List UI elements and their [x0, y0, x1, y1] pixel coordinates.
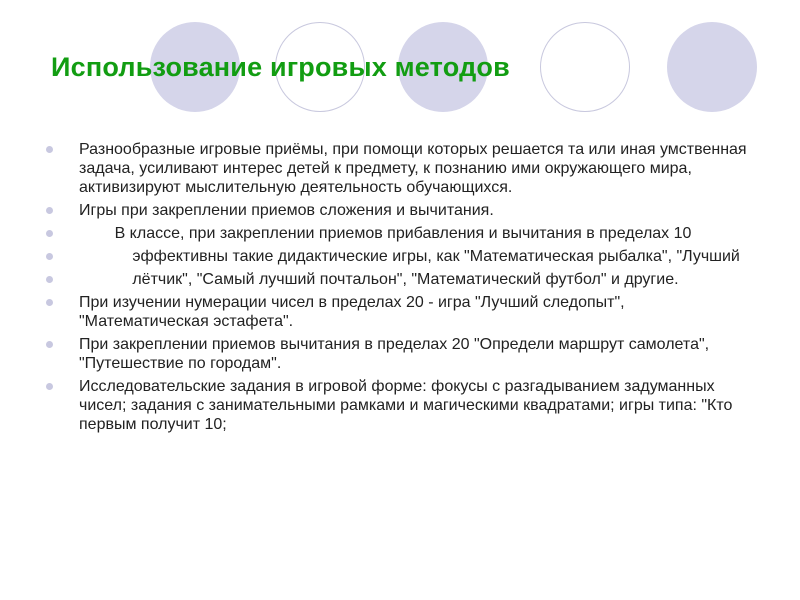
bullet-dot-icon [46, 146, 53, 153]
bullet-text: Исследовательские задания в игровой форме: фокусы с разгадыванием задуманных чисел; задания с занимательными рамками и магическими квадратами; игры типа: "Кто первым получит 10; [79, 378, 737, 433]
decorative-circle [667, 22, 757, 112]
bullet-dot-icon [46, 276, 53, 283]
bullet-item [44, 335, 756, 373]
bullet-text: эффективны такие дидактические игры, как "Математическая рыбалка", "Лучший [79, 248, 740, 265]
bullet-text: При изучении нумерации чисел в пределах 20 - игра "Лучший следопыт", "Математическая эстафета". [79, 294, 630, 330]
bullet-dot-icon [46, 230, 53, 237]
bullet-item [44, 270, 756, 289]
bullet-dot-icon [46, 253, 53, 260]
bullet-dot-icon [46, 207, 53, 214]
decorative-circle-outline [540, 22, 630, 112]
bullet-dot-icon [46, 299, 53, 306]
bullet-dot-icon [46, 383, 53, 390]
bullet-item [44, 377, 756, 434]
bullet-list [44, 140, 756, 438]
bullet-text: лётчик", "Самый лучший почтальон", "Математический футбол" и другие. [79, 271, 679, 288]
bullet-item [44, 140, 756, 197]
bullet-item [44, 201, 756, 220]
bullet-text: Разнообразные игровые приёмы, при помощи которых решается та или иная умственная задача, усиливают интерес детей к предмету, к познанию ими окружающего мира, активизируют мыслительную деятельность обучающихся. [79, 141, 752, 196]
bullet-item [44, 293, 756, 331]
bullet-text: Игры при закреплении приемов сложения и вычитания. [79, 202, 494, 219]
bullet-text: При закреплении приемов вычитания в пределах 20 "Определи маршрут самолета", "Путешествие по городам". [79, 336, 714, 372]
slide-title: Использование игровых методов [51, 52, 510, 82]
bullet-item [44, 247, 756, 266]
bullet-item [44, 224, 756, 243]
bullet-text: В классе, при закреплении приемов прибавления и вычитания в пределах 10 [79, 225, 692, 242]
bullet-dot-icon [46, 341, 53, 348]
